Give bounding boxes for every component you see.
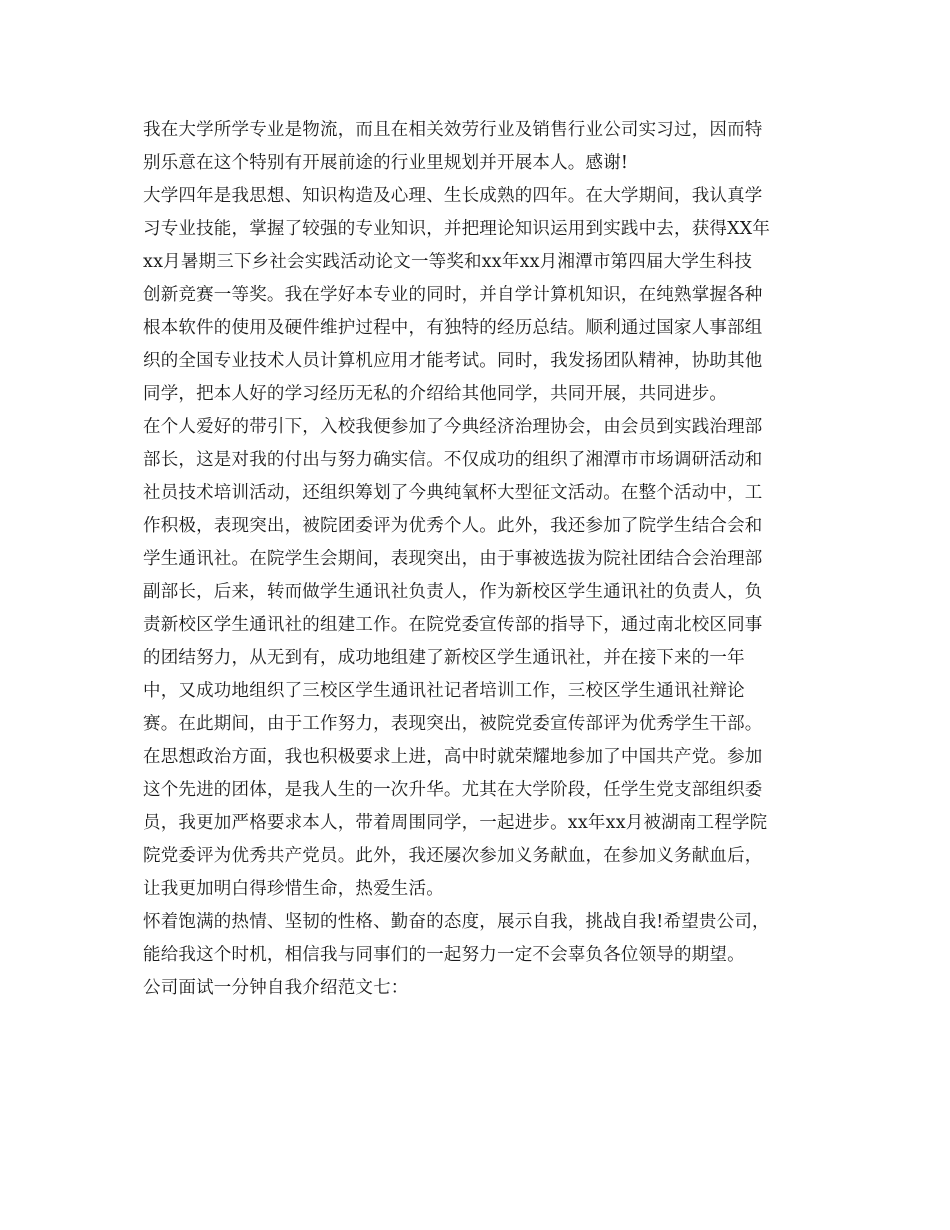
text-line: 同学，把本人好的学习经历无私的介绍给其他同学，共同开展，共同进步。 [143, 384, 728, 404]
text-line: 能给我这个时机，相信我与同事们的一起努力一定不会辜负各位领导的期望。 [143, 945, 745, 965]
text-line: 赛。在此期间，由于工作努力，表现突出，被院党委宣传部评为优秀学生干部。 [143, 714, 763, 734]
text-line: 学生通讯社。在院学生会期间，表现突出，由于事被选拔为院社团结合会治理部 [143, 549, 763, 569]
text-line: 我在大学所学专业是物流，而且在相关效劳行业及销售行业公司实习过，因而特 [143, 120, 763, 140]
text-line: 这个先进的团体，是我人生的一次升华。尤其在大学阶段，任学生党支部组织委 [143, 780, 763, 800]
text-line: 社员技术培训活动，还组织筹划了今典纯氧杯大型征文活动。在整个活动中，工 [143, 483, 763, 503]
text-line: 在思想政治方面，我也积极要求上进，高中时就荣耀地参加了中国共产党。参加 [143, 747, 763, 767]
text-line: 怀着饱满的热情、坚韧的性格、勤奋的态度，展示自我，挑战自我!希望贵公司， [143, 912, 770, 932]
document-body [143, 114, 813, 1005]
text-line: 作积极，表现突出，被院团委评为优秀个人。此外，我还参加了院学生结合会和 [143, 516, 763, 536]
text-line: 部长，这是对我的付出与努力确实信。不仅成功的组织了湘潭市市场调研活动和 [143, 450, 763, 470]
text-line: xx月暑期三下乡社会实践活动论文一等奖和xx年xx月湘潭市第四届大学生科技 [143, 252, 753, 272]
text-line: 让我更加明白得珍惜生命，热爱生活。 [143, 879, 444, 899]
text-line: 习专业技能，掌握了较强的专业知识，并把理论知识运用到实践中去，获得XX年 [143, 219, 771, 239]
text-line: 别乐意在这个特别有开展前途的行业里规划并开展本人。感谢! [143, 153, 629, 173]
text-line: 副部长，后来，转而做学生通讯社负责人，作为新校区学生通讯社的负责人，负 [143, 582, 763, 602]
text-line: 织的全国专业技术人员计算机应用才能考试。同时，我发扬团队精神，协助其他 [143, 351, 763, 371]
text-line: 院党委评为优秀共产党员。此外，我还屡次参加义务献血，在参加义务献血后， [143, 846, 763, 866]
text-line: 责新校区学生通讯社的组建工作。在院党委宣传部的指导下，通过南北校区同事 [143, 615, 763, 635]
text-line: 中，又成功地组织了三校区学生通讯社记者培训工作，三校区学生通讯社辩论 [143, 681, 745, 701]
text-line: 的团结努力，从无到有，成功地组建了新校区学生通讯社，并在接下来的一年 [143, 648, 745, 668]
text-line: 大学四年是我思想、知识构造及心理、生长成熟的四年。在大学期间，我认真学 [143, 186, 763, 206]
text-line: 在个人爱好的带引下，入校我便参加了今典经济治理协会，由会员到实践治理部 [143, 417, 763, 437]
text-line: 员，我更加严格要求本人，带着周围同学，一起进步。xx年xx月被湖南工程学院 [143, 813, 768, 833]
section-heading: 公司面试一分钟自我介绍范文七： [143, 978, 409, 998]
text-line: 创新竞赛一等奖。我在学好本专业的同时，并自学计算机知识，在纯熟掌握各种 [143, 285, 763, 305]
text-line: 根本软件的使用及硬件维护过程中，有独特的经历总结。顺利通过国家人事部组 [143, 318, 763, 338]
